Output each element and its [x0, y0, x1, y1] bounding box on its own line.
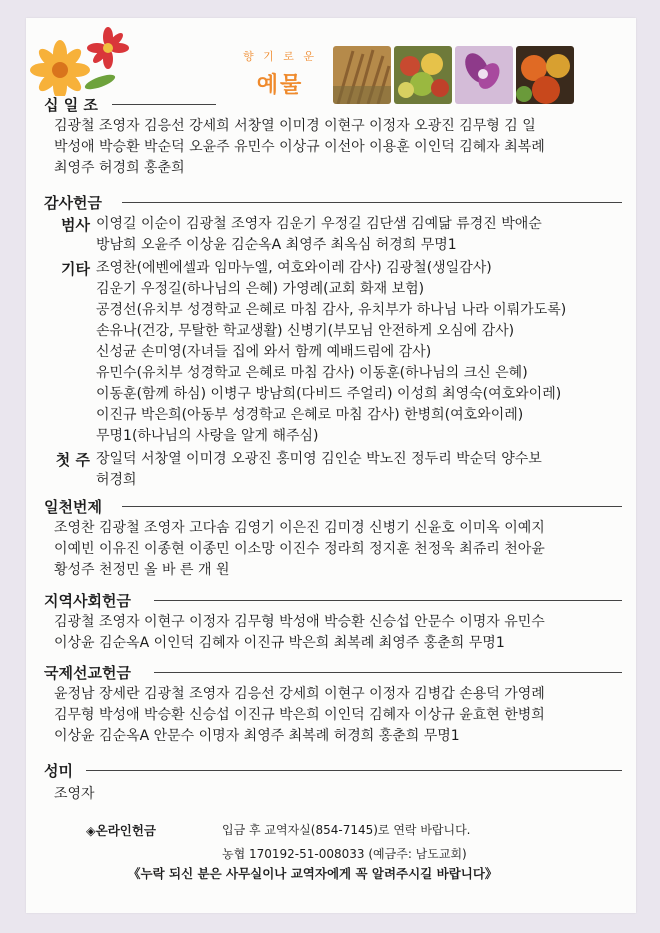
name-line: 최영주 허경희 홍춘희 — [54, 160, 185, 176]
thanks-group-first-week — [44, 449, 622, 491]
thanks-group-other — [44, 258, 622, 447]
name-line: 무명1(하나님의 사랑을 알게 해주심) — [96, 428, 319, 444]
name-line: 조영찬 김광철 조영자 고다솜 김영기 이은진 김미경 신병기 신윤호 이미옥 이예지 — [54, 520, 545, 536]
name-line: 조영자 — [54, 786, 95, 802]
section-title: 일천번제 — [44, 498, 108, 516]
name-line: 이예빈 이유진 이종현 이종민 이소망 이진수 정라희 정지훈 천정욱 최쥬리 천아윤 — [54, 541, 545, 557]
name-line: 허경희 — [96, 472, 137, 488]
notice-text: 《누락 되신 분은 사무실이나 교역자에게 꼭 알려주시길 바랍니다》 — [128, 866, 498, 881]
contact-note: 입금 후 교역자실(854-7145)로 연락 바랍니다. — [222, 823, 471, 837]
name-line: 이상윤 김순옥A 안문수 이명자 최영주 최복례 허경희 홍춘희 무명1 — [54, 728, 460, 744]
name-line: 공경선(유치부 성경학교 은혜로 마침 감사, 유치부가 하나님 나라 이뤄가도록) — [96, 302, 567, 318]
name-line: 이상윤 김순옥A 이인덕 김혜자 이진규 박은희 최복례 최영주 홍춘희 무명1 — [54, 635, 505, 651]
group-label: 범사 — [61, 216, 90, 234]
name-line: 이동훈(함께 하심) 이병구 방남희(다비드 주얼리) 이성희 최영숙(여호와이레) — [96, 386, 562, 402]
section-title: 감사헌금 — [44, 194, 108, 212]
name-line: 이진규 박은희(아동부 성경학교 은혜로 마침 감사) 한병희(여호와이레) — [96, 407, 524, 423]
name-line: 황성주 천정민 올 바 른 개 원 — [54, 562, 230, 578]
name-line: 신성균 손미영(자녀들 집에 와서 함께 예배드림에 감사) — [96, 344, 432, 360]
section-title: 성미 — [44, 762, 79, 780]
section-tithe — [44, 94, 634, 179]
section-thousand-offering — [44, 496, 622, 581]
section-thanksgiving — [44, 192, 622, 491]
name-line: 장일덕 서창열 이미경 오광진 홍미영 김인순 박노진 정두리 박순덕 양수보 — [96, 451, 542, 467]
thanks-group-beomsa — [44, 214, 622, 256]
name-line: 조영찬(에벤에셀과 임마누엘, 여호와이레 감사) 김광철(생일감사) — [96, 260, 492, 276]
header-title: 예물 — [256, 73, 304, 98]
online-offering-label: ◈온라인헌금 — [86, 823, 156, 838]
section-title: 지역사회헌금 — [44, 592, 137, 610]
section-title: 십 일 조 — [44, 96, 104, 114]
name-line: 박성애 박승환 박순덕 오윤주 유민수 이상규 이선아 이용훈 이인덕 김혜자 최복례 — [54, 139, 545, 155]
name-line: 방남희 오윤주 이상윤 김순옥A 최영주 최옥심 허경희 무명1 — [96, 237, 457, 253]
name-line: 손유나(건강, 무탈한 학교생활) 신병기(부모님 안전하게 오심에 감사) — [96, 323, 515, 339]
name-line: 유민수(유치부 성경학교 은혜로 마침 감사) 이동훈(하나님의 크신 은혜) — [96, 365, 528, 381]
flower-illustration — [30, 26, 140, 102]
name-line: 윤정남 장세란 김광철 조영자 김응선 강세희 이현구 이정자 김병갑 손용덕 가영례 — [54, 686, 545, 702]
section-community — [44, 590, 622, 654]
header-subtitle: 향 기 로 운 — [243, 50, 317, 63]
section-title: 국제선교헌금 — [44, 664, 137, 682]
group-label: 기타 — [61, 260, 90, 278]
name-line: 김광철 조영자 이현구 이정자 김무형 박성애 박승환 신승섭 안문수 이명자 유민수 — [54, 614, 545, 630]
name-line: 이영길 이순이 김광철 조영자 김운기 우정길 김단샘 김예닮 류경진 박애순 — [96, 216, 542, 232]
name-line: 김무형 박성애 박승환 신승섭 이진규 박은희 이인덕 김혜자 이상규 윤효현 한병희 — [54, 707, 545, 723]
group-label: 첫 주 — [55, 451, 90, 469]
section-mission — [44, 662, 622, 747]
name-line: 김운기 우정길(하나님의 은혜) 가영례(교회 화재 보험) — [96, 281, 425, 297]
section-rice-offering — [44, 760, 622, 805]
name-line: 김광철 조영자 김응선 강세희 서창열 이미경 이현구 이정자 오광진 김무형 김 일 — [54, 118, 536, 134]
bank-account: 농협 170192-51-008033 (예금주: 남도교회) — [222, 847, 467, 861]
